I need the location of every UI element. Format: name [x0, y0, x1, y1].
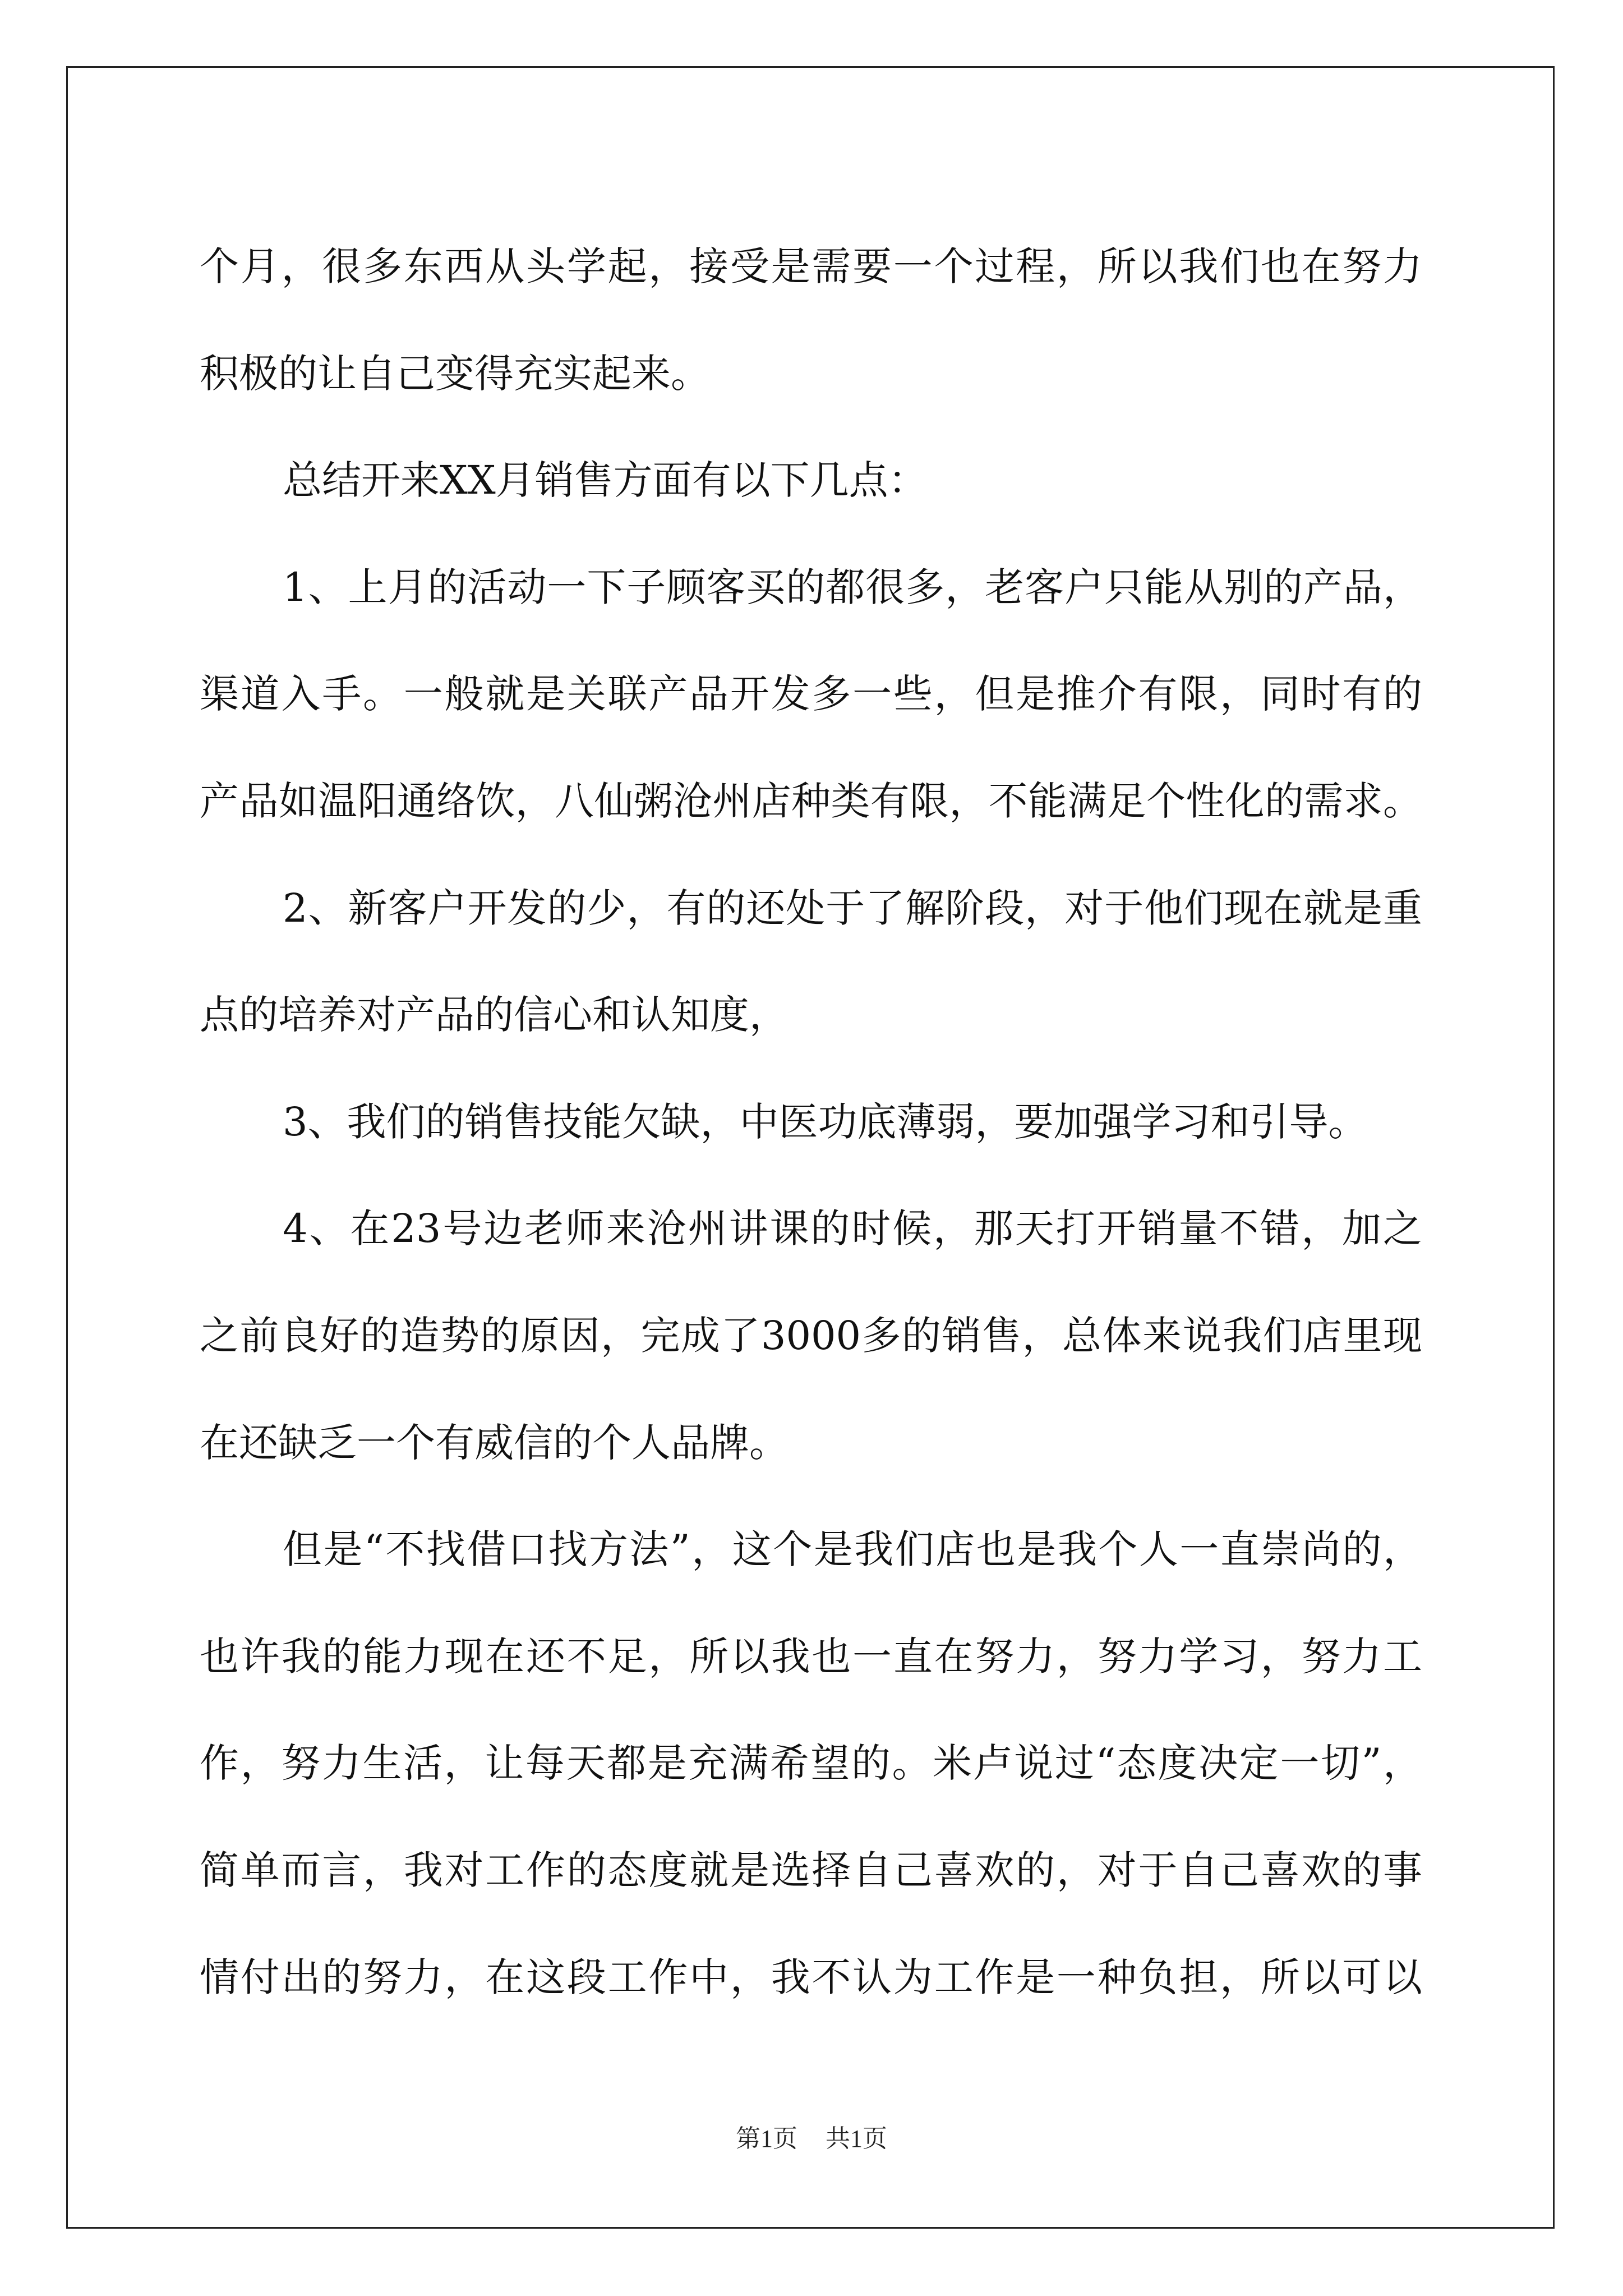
document-body: [200, 213, 1422, 2031]
text-line: 个月，很多东西从头学起，接受是需要一个过程，所以我们也在努力: [200, 243, 1422, 289]
text-line: 作，努力生活，让每天都是充满希望的。米卢说过“态度决定一切”，: [200, 1740, 1422, 1787]
text-line: 之前良好的造势的原因，完成了3000多的销售，总体来说我们店里现: [200, 1312, 1422, 1359]
text-line: 1、上月的活动一下子顾客买的都很多，老客户只能从别的产品，: [283, 564, 1422, 610]
page-footer: [0, 2118, 1623, 2154]
text-line: 总结开来XX月销售方面有以下几点：: [283, 457, 928, 504]
text-line: 在还缺乏一个有威信的个人品牌。: [200, 1419, 789, 1466]
text-line: 点的培养对产品的信心和认知度，: [200, 992, 789, 1038]
text-line: 2、新客户开发的少，有的还处于了解阶段，对于他们现在就是重: [283, 885, 1422, 931]
text-line: 但是“不找借口找方法”，这个是我们店也是我个人一直崇尚的，: [283, 1526, 1422, 1573]
text-line: 4、在23号边老师来沧州讲课的时候，那天打开销量不错，加之: [283, 1205, 1422, 1252]
text-line: 积极的让自己变得充实起来。: [200, 350, 710, 397]
text-line: 渠道入手。一般就是关联产品开发多一些，但是推介有限，同时有的: [200, 671, 1422, 717]
text-line: 简单而言，我对工作的态度就是选择自己喜欢的，对于自己喜欢的事: [200, 1847, 1422, 1893]
text-line: 3、我们的销售技能欠缺，中医功底薄弱，要加强学习和引导。: [283, 1098, 1368, 1145]
page-number-total: 共1页: [826, 2125, 887, 2152]
text-line: 产品如温阳通络饮，八仙粥沧州店种类有限，不能满足个性化的需求。: [200, 777, 1422, 824]
page-number-current: 第1页: [736, 2125, 797, 2152]
text-line: 也许我的能力现在还不足，所以我也一直在努力，努力学习，努力工: [200, 1633, 1422, 1680]
text-line: 情付出的努力，在这段工作中，我不认为工作是一种负担，所以可以: [200, 1954, 1422, 2000]
